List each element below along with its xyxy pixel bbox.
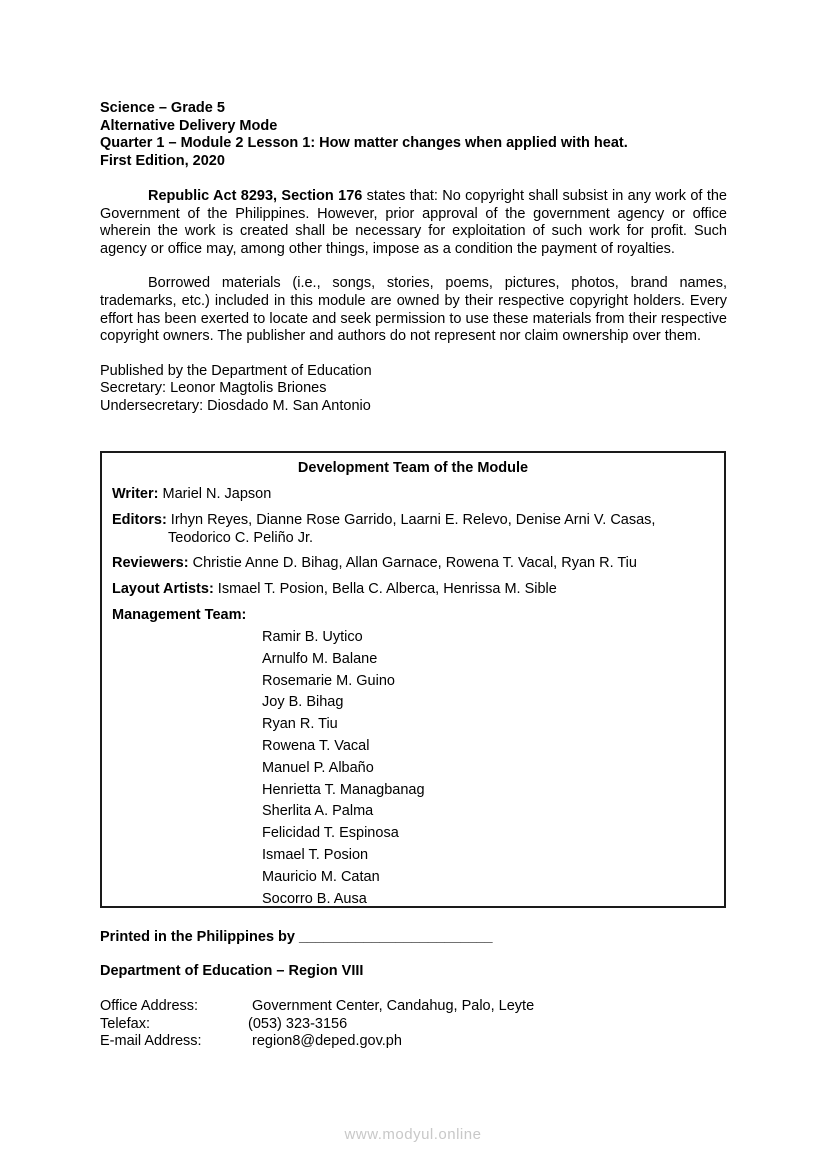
delivery-mode: Alternative Delivery Mode xyxy=(100,117,278,134)
copyright-paragraph xyxy=(100,188,727,258)
email-address: region8@deped.gov.ph xyxy=(248,1033,402,1049)
list-item: Arnulfo M. Balane xyxy=(262,650,378,667)
contact-block xyxy=(100,998,534,1051)
list-item: Ramir B. Uytico xyxy=(262,629,363,645)
edition: First Edition, 2020 xyxy=(100,152,225,169)
development-team-box xyxy=(100,451,726,908)
title-block xyxy=(100,100,727,170)
office-row xyxy=(100,998,534,1016)
office-label: Office Address: xyxy=(100,998,199,1014)
telefax-label: Telefax: xyxy=(100,1015,150,1032)
printed-by: Printed in the Philippines by ________________________ xyxy=(100,929,493,945)
document-page xyxy=(100,100,727,415)
list-item: Manuel P. Albaño xyxy=(262,759,374,776)
secretary: Secretary: Leonor Magtolis Briones xyxy=(100,380,327,397)
management-label: Management Team: xyxy=(112,607,247,623)
writer-name: Mariel N. Japson xyxy=(158,486,272,502)
telefax-number: (053) 323-3156 xyxy=(248,1015,348,1032)
office-address: Government Center, Candahug, Palo, Leyte xyxy=(248,998,535,1014)
management-list xyxy=(262,627,425,910)
module-title: Quarter 1 – Module 2 Lesson 1: How matter changes when applied with heat. xyxy=(100,135,628,151)
writer-label: Writer: xyxy=(112,486,159,502)
list-item: Joy B. Bihag xyxy=(262,694,344,711)
editors-names: Irhyn Reyes, Dianne Rose Garrido, Laarni E. Relevo, Denise Arni V. Casas, xyxy=(166,512,656,528)
list-item: Sherlita A. Palma xyxy=(262,803,374,820)
reviewers-label: Reviewers: xyxy=(112,555,189,571)
list-item: Ryan R. Tiu xyxy=(262,716,338,733)
copyright-law: Republic Act 8293, Section 176 xyxy=(148,188,363,204)
subject-grade: Science – Grade 5 xyxy=(100,100,225,116)
team-title: Development Team of the Module xyxy=(297,460,529,476)
editors-row xyxy=(112,512,714,547)
publisher-block xyxy=(100,363,727,416)
layout-artists-row xyxy=(112,581,714,599)
editors-label: Editors: xyxy=(112,512,167,528)
email-row xyxy=(100,1033,534,1051)
list-item: Rowena T. Vacal xyxy=(262,737,370,754)
list-item: Felicidad T. Espinosa xyxy=(262,825,399,842)
borrowed-text: Borrowed materials (i.e., songs, stories, poems, pictures, photos, brand names, trademarks, etc.) included in this module are owned by their respective copyright holders. Every effort has been exerted to locate and seek permission to use these materials from their respective copyright owners. The publisher and authors do not represent nor claim ownership over them. xyxy=(100,275,727,345)
management-row xyxy=(112,607,714,625)
writer-row xyxy=(112,486,714,504)
email-label: E-mail Address: xyxy=(100,1033,202,1049)
telefax-row xyxy=(100,1016,534,1034)
publisher: Published by the Department of Education xyxy=(100,362,372,379)
layout-artists-label: Layout Artists: xyxy=(112,581,214,597)
watermark: www.modyul.online xyxy=(344,1126,482,1143)
layout-artists-names: Ismael T. Posion, Bella C. Alberca, Henrissa M. Sible xyxy=(213,581,557,597)
editors-names-cont: Teodorico C. Peliño Jr. xyxy=(168,529,314,546)
list-item: Ismael T. Posion xyxy=(262,846,369,863)
list-item: Henrietta T. Managbanag xyxy=(262,781,425,798)
reviewers-row xyxy=(112,555,714,573)
copyright-text: states that: No copyright shall subsist in any work of the Government of the Philippines. However, prior approval of the government agency or office wherein the work is created shall be necessary for exploitation of such work for profit. Such agency or office may, among other things, impose as a condition the payment of royalties. xyxy=(100,188,727,257)
undersecretary: Undersecretary: Diosdado M. San Antonio xyxy=(100,397,371,414)
list-item: Socorro B. Ausa xyxy=(262,890,367,907)
reviewers-names: Christie Anne D. Bihag, Allan Garnace, Rowena T. Vacal, Ryan R. Tiu xyxy=(188,555,637,571)
list-item: Mauricio M. Catan xyxy=(262,868,380,885)
region-heading: Department of Education – Region VIII xyxy=(100,963,364,979)
borrowed-paragraph xyxy=(100,275,727,345)
list-item: Rosemarie M. Guino xyxy=(262,672,395,689)
